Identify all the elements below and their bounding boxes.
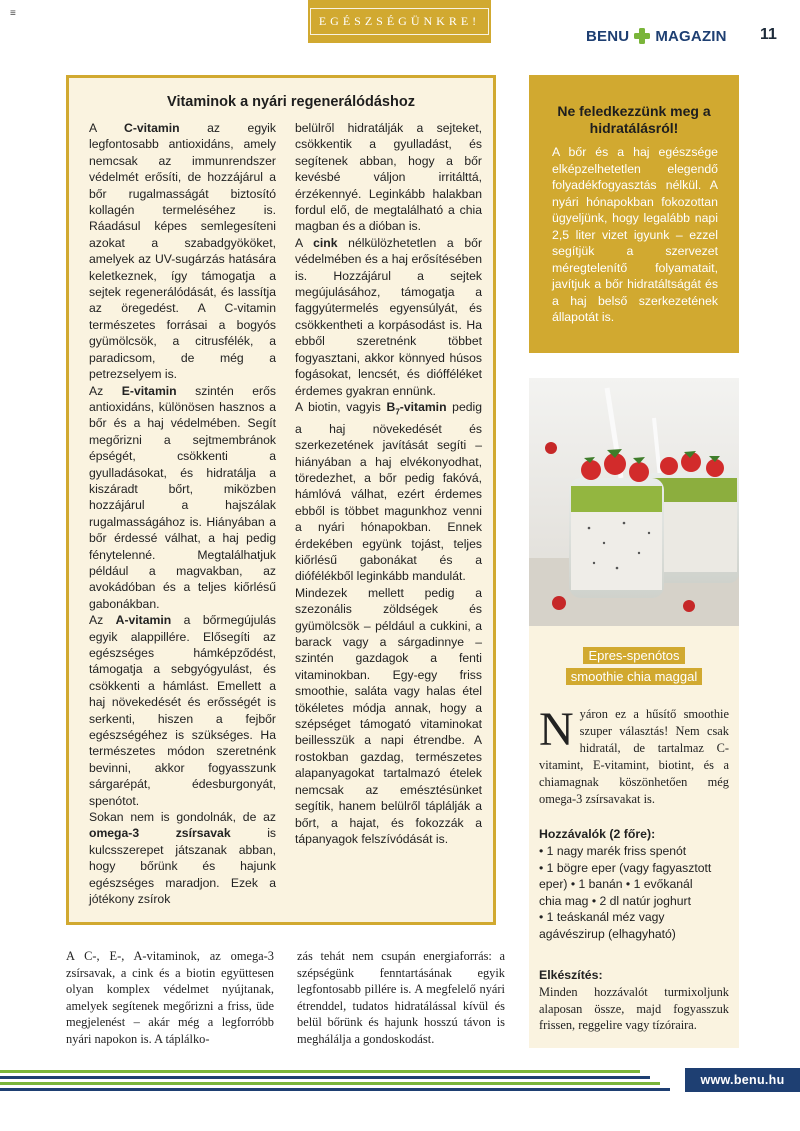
keyword-omega-3: omega-3 zsírsavak — [89, 826, 231, 841]
paragraph-a-vitamin: Az A-vitamin a bőrmegújulás egyik alappillére. Elősegíti az egészséges hámképződést, támogatja a sebgyógyulást, és csökkenti a hámlást. Emellett a haj növekedését és erősségét is serkenti, hiszen a fejbőr egészségéhez is szükséges. Ha természetes módon szeretnénk bevinni, akkor fogyasszunk sárgarépát, édesburgonyát, spenótot. — [89, 613, 276, 808]
paragraph-seasonal: Mindezek mellett pedig a szezonális zöldségek és gyümölcsök – például a cukkini, a barack vagy a sárgadinnye – szintén gazdagok a fenti vitaminokban. Egy-egy friss smoothie, saláta vagy halas étel tökéletes módja annak, hogy a szépséget támogató vitaminokat beillesszük a napi étrendbe. A rostokban gazdag, természetes alapanyagokat tartalmazó ételek nemcsak az emésztésünket segítik, hanem belülről táplálják a bőrt, a hajat, és fokozzák a tápanyagok felszívódását is. — [295, 585, 482, 846]
brand-magazine: MAGAZIN — [655, 27, 727, 45]
article-column-right — [295, 120, 482, 847]
paragraph-biotin: A biotin, vagyis $B_7$-vitamin pedig a haj növekedését és szerkezetének javítását segíti – hiányában a haj elvékonyodhat, töredezhet, a bőr pedig fakóvá, hámlóvá válhat, ezért érdemes ebből is többet magunkhoz venni a nyári hónapokban. Ennek érdekében együnk tojást, teljes kiőrlésű gabonákat és a diófélékből leginkább mandulát. — [295, 399, 482, 584]
recipe-title-line2: smoothie chia maggal — [566, 668, 702, 685]
drop-cap: N — [539, 703, 574, 756]
ingredient-line: • 1 bögre eper (vagy fagyasztott — [539, 860, 712, 875]
recipe-intro-text: yáron ez a hűsítő smoothie szuper választás! Nem csak hidratál, de tartalmaz C-vitamint, E-vitamint, biotint, és a chiamagnak köszönhetően még omega-3 zsírsavakat is. — [539, 707, 729, 806]
ingredient-line: • 1 teáskanál méz vagy — [539, 910, 665, 924]
preparation-text: Minden hozzávalót turmixoljunk alaposan össze, majd fogyasszuk frissen, reggelire vagy tízóraira. — [539, 985, 729, 1032]
keyword-e-vitamin: E-vitamin — [121, 383, 177, 398]
website-link[interactable]: www.benu.hu — [685, 1068, 800, 1092]
recipe-title-line1: Epres-spenótos — [583, 647, 684, 664]
ingredients-title: Hozzávalók (2 főre): — [539, 827, 656, 841]
paragraph-c-vitamin: A C-vitamin az egyik legfontosabb antioxidáns, amely nemcsak az immunrendszer védelmét erősíti, de hozzájárul a bőr rugalmasságát biztosító kollagén termeléséhez is. Ráadásul képes semlegesíteni azokat a szabadgyököket, amelyek az UV-sugárzás hatására keletkeznek, így támogatja a sejtek regenerálódását, és lassítja az öregedést. A C-vitamin természetes forrásai a bogyós gyümölcsök, a citrusfélék, a paradicsom, de még a petrezselyem is. — [89, 121, 276, 382]
paragraph-e-vitamin: Az E-vitamin szintén erős antioxidáns, különösen hasznos a bőr és a haj védelmében. Segít megőrizni a sejtmembránok épségét, csökkenti a gyulladásokat, és hidratálja a kiszáradt bőrt, miközben hozzájárul a hajszálak rugalmasságához is. Hiányában a bőr érdessé válhat, a haj pedig fénytelenné. Megtalálhatjuk például a magvakban, az avokádóban és a teljes kiőrlésű gabonákban. — [89, 383, 276, 611]
ingredient-line: agávészirup (elhagyható) — [539, 926, 676, 941]
brand-logo — [586, 25, 727, 47]
pharmacy-cross-icon — [633, 27, 651, 45]
paragraph-zinc: A cink nélkülözhetetlen a bőr védelmében és a haj erősítésében is. Hozzájárul a sejtek megújulásához, támogatja a faggyútermelés egyensúlyát, és csökkentheti a korpásodást is. Ha ebből szeretnénk többet fogyasztani, akkor könnyed húsos fogásokat, lencsét, és diófféléket érdemes gyakran ennünk. — [295, 235, 482, 398]
brand-name: BENU — [586, 27, 630, 45]
ingredient-line: chia mag • 2 dl natúr joghurt — [539, 893, 691, 908]
keyword-b7: $B_7$-vitamin — [386, 399, 447, 417]
keyword-zinc: cink — [313, 235, 338, 250]
ingredient-line: eper) • 1 banán • 1 evőkanál — [539, 877, 693, 891]
hydration-title: Ne feledkezzünk meg a hidratálásról! — [557, 103, 711, 136]
page-number: 11 — [760, 26, 777, 43]
ingredient-line: • 1 nagy marék friss spenót — [539, 844, 687, 858]
ingredients-list — [539, 843, 731, 942]
keyword-c-vitamin: C-vitamin — [124, 121, 180, 135]
smoothie-photo — [529, 378, 739, 626]
article-column-left — [89, 120, 276, 908]
hydration-text: A bőr és a haj egészsége elképzelhetetlen elegendő folyadékfogyasztás nélkül. A nyári hónapokban fokozottan ügyeljünk, hogy legalább napi 2,5 liter vizet igyunk – ezzel segítjük a szervezet méregtelenítő folyamatait, javítjuk a bőr hidratáltságát és a haj belső szerkezetének állapotát is. — [552, 145, 718, 324]
paragraph-omega-3: Sokan nem is gondolnák, de az omega-3 zsírsavak is kulcsszerepet játszanak abban, hogy bőrünk és hajunk egészséges maradjon. Ezek a jótékony zsírok — [89, 810, 276, 907]
article-title: Vitaminok a nyári regenerálódáshoz — [167, 94, 415, 110]
recipe-intro — [539, 703, 729, 808]
footer-stripes — [0, 1070, 800, 1110]
section-banner-label: EGÉSZSÉGÜNKRE! — [310, 8, 489, 35]
preparation-title: Elkészítés: — [539, 968, 603, 982]
closing-text-left: A C-, E-, A-vitaminok, az omega-3 zsírsavak, a cink és a biotin együttesen olyan komplex védelmet nyújtanak, amelyek segítenek megőrizni a friss, üde megjelenést – akár még a legforróbb nyári napokon is. A táplálko- — [66, 949, 274, 1046]
page-menu-mark: ≡ — [10, 8, 16, 19]
section-banner — [308, 0, 491, 43]
recipe-title — [529, 645, 739, 687]
closing-text-right: zás tehát nem csupán energiaforrás: a szépségünk fenntartásának egyik legfontosabb pillére is. A megfelelő nyári étrenddel, tudatos hidratálással kívül és belül bőrünk és hajunk hosszú távon is meghálálja a gondoskodást. — [297, 949, 505, 1046]
keyword-a-vitamin: A-vitamin — [115, 613, 172, 628]
paragraph-omega-3-cont: belülről hidratálják a sejteket, csökkentik a gyulladást, és segítenek abban, hogy a bőr kevésbé váljon irritálttá, érzékennyé. Leginkább halakban fordul elő, de megtalálható a chia magban és a dióban is. — [295, 121, 482, 234]
